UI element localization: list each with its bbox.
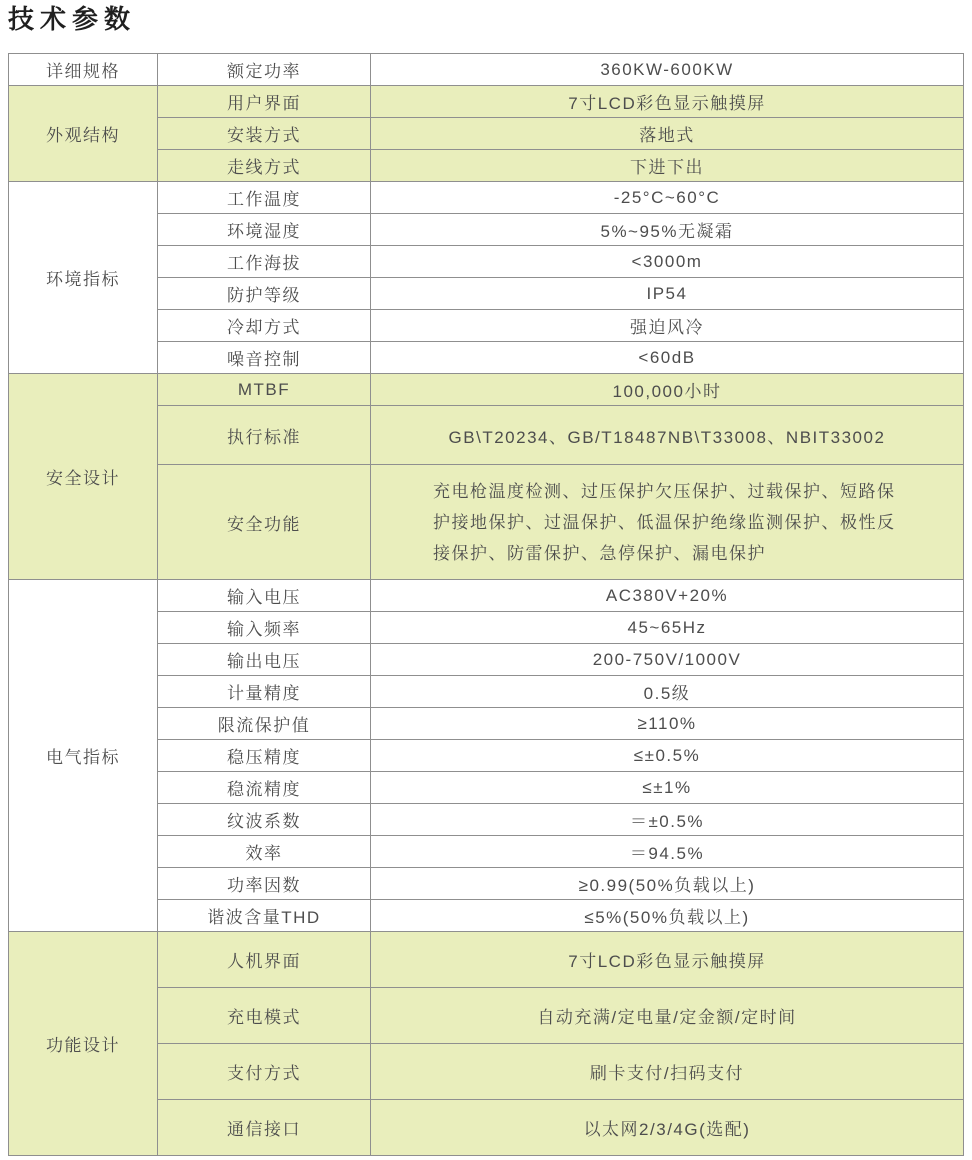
param-cell: 额定功率	[158, 54, 371, 86]
value-cell: 刷卡支付/扫码支付	[371, 1044, 964, 1100]
param-cell: 工作温度	[158, 182, 371, 214]
value-cell: AC380V+20%	[371, 580, 964, 612]
category-cell: 安全设计	[9, 374, 158, 580]
param-cell: 安全功能	[158, 465, 371, 580]
table-row	[9, 932, 964, 988]
table-row	[9, 374, 964, 406]
param-cell: 防护等级	[158, 278, 371, 310]
param-cell: 谐波含量THD	[158, 900, 371, 932]
value-cell: ≥0.99(50%负载以上)	[371, 868, 964, 900]
value-cell: ≤±1%	[371, 772, 964, 804]
param-cell: 纹波系数	[158, 804, 371, 836]
value-cell: 100,000小时	[371, 374, 964, 406]
value-cell: 200-750V/1000V	[371, 644, 964, 676]
value-cell: 5%~95%无凝霜	[371, 214, 964, 246]
value-cell: 落地式	[371, 118, 964, 150]
spec-table	[8, 53, 964, 1156]
value-cell: IP54	[371, 278, 964, 310]
page-title: 技术参数	[8, 4, 137, 34]
param-cell: 噪音控制	[158, 342, 371, 374]
param-cell: 支付方式	[158, 1044, 371, 1100]
param-cell: 稳压精度	[158, 740, 371, 772]
value-cell: 自动充满/定电量/定金额/定时间	[371, 988, 964, 1044]
value-cell: 0.5级	[371, 676, 964, 708]
param-cell: 安装方式	[158, 118, 371, 150]
value-cell: ≤±0.5%	[371, 740, 964, 772]
table-row	[9, 580, 964, 612]
category-cell: 环境指标	[9, 182, 158, 374]
param-cell: 走线方式	[158, 150, 371, 182]
value-cell: 7寸LCD彩色显示触摸屏	[371, 86, 964, 118]
value-cell: ＝94.5%	[371, 836, 964, 868]
spec-table-body	[9, 54, 964, 1156]
value-cell: 以太网2/3/4G(选配)	[371, 1100, 964, 1156]
value-cell: 45~65Hz	[371, 612, 964, 644]
category-cell: 外观结构	[9, 86, 158, 182]
param-cell: 环境湿度	[158, 214, 371, 246]
value-cell: 强迫风冷	[371, 310, 964, 342]
param-cell: 人机界面	[158, 932, 371, 988]
param-cell: 通信接口	[158, 1100, 371, 1156]
value-cell: ≥110%	[371, 708, 964, 740]
value-cell: 充电枪温度检测、过压保护欠压保护、过载保护、短路保护接地保护、过温保护、低温保护绝缘监测保护、极性反接保护、防雷保护、急停保护、漏电保护	[371, 465, 964, 580]
value-cell: ＝±0.5%	[371, 804, 964, 836]
category-cell: 电气指标	[9, 580, 158, 932]
param-cell: 输入电压	[158, 580, 371, 612]
value-cell: 7寸LCD彩色显示触摸屏	[371, 932, 964, 988]
value-cell: 下进下出	[371, 150, 964, 182]
table-row	[9, 54, 964, 86]
value-cell: <60dB	[371, 342, 964, 374]
value-cell: <3000m	[371, 246, 964, 278]
param-cell: 稳流精度	[158, 772, 371, 804]
param-cell: 充电模式	[158, 988, 371, 1044]
param-cell: 限流保护值	[158, 708, 371, 740]
value-cell: -25°C~60°C	[371, 182, 964, 214]
param-cell: 计量精度	[158, 676, 371, 708]
value-cell: GB\T20234、GB/T18487NB\T33008、NBIT33002	[371, 406, 964, 465]
param-cell: 执行标准	[158, 406, 371, 465]
param-cell: 工作海拔	[158, 246, 371, 278]
param-cell: MTBF	[158, 374, 371, 406]
param-cell: 冷却方式	[158, 310, 371, 342]
param-cell: 效率	[158, 836, 371, 868]
param-cell: 输出电压	[158, 644, 371, 676]
value-cell: ≤5%(50%负载以上)	[371, 900, 964, 932]
param-cell: 功率因数	[158, 868, 371, 900]
param-cell: 输入频率	[158, 612, 371, 644]
table-row	[9, 86, 964, 118]
category-cell: 功能设计	[9, 932, 158, 1156]
value-cell: 360KW-600KW	[371, 54, 964, 86]
category-cell: 详细规格	[9, 54, 158, 86]
table-row	[9, 182, 964, 214]
param-cell: 用户界面	[158, 86, 371, 118]
